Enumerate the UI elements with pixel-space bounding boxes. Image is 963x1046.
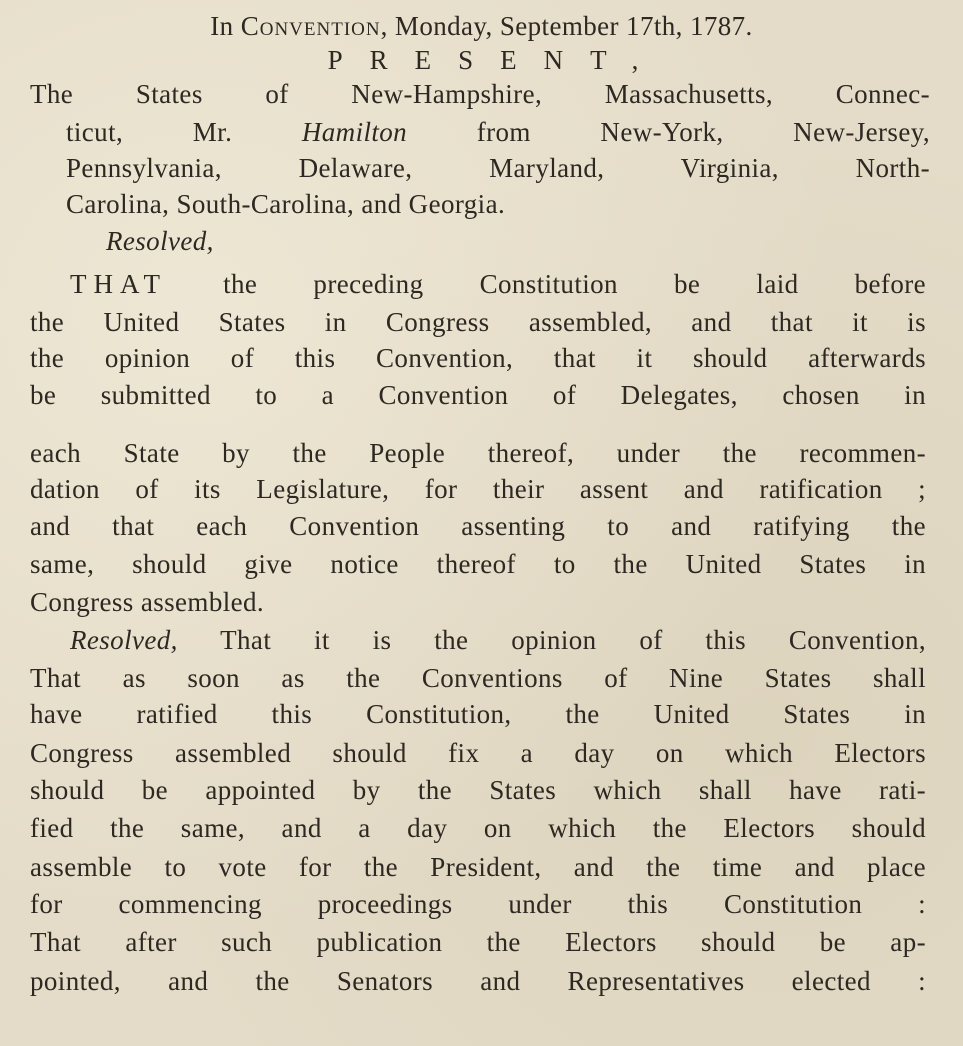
resolution1-line-8: same, should give notice thereof to the United States in [30,549,926,579]
resolution2-line-5: should be appointed by the States which shall have rati- [30,775,926,805]
resolution1-line-7: and that each Convention assenting to and ratifying the [30,511,926,541]
resolution1-line-2: the United States in Congress assembled, and that it is [30,307,926,337]
resolution1-first: the preceding Constitution be laid before [223,269,926,299]
resolution2-line-6: fied the same, and a day on which the Electors should [30,813,926,843]
resolution2-line-3: have ratified this Constitution, the United States in [30,699,926,729]
attendance-mr: ticut, Mr. [66,117,233,147]
attendance-line-4: Carolina, South-Carolina, and Georgia. [66,189,506,219]
resolution1-lead: THAT [70,269,167,299]
attendance-line-3: Pennsylvania, Delaware, Maryland, Virginia, North- [66,153,930,183]
resolution1-line-4: be submitted to a Convention of Delegates, chosen in [30,380,926,410]
attendance-line-1: The States of New-Hampshire, Massachusetts, Connec- [30,79,930,109]
resolution2-line-2: That as soon as the Conventions of Nine States shall [30,663,926,693]
present-heading: PRESENT, [327,45,666,75]
resolution1-line-3: the opinion of this Convention, that it should afterwards [30,343,926,373]
resolution2-line-1 [70,624,926,656]
resolution2-line-9: That after such publication the Electors should be ap- [30,927,926,957]
resolution1-line-9: Congress assembled. [30,587,265,617]
resolution1-line-6: dation of its Legislature, for their assent and ratification ; [30,474,926,504]
attendance-rest: from New-York, New-Jersey, [476,117,931,147]
resolution2-line-7: assemble to vote for the President, and the time and place [30,852,926,882]
heading-date: , Monday, September 17th, 1787. [380,11,753,41]
heading-convention: Convention [240,11,381,41]
resolution2-line-4: Congress assembled should fix a day on which Electors [30,738,926,768]
resolution1-line-5: each State by the People thereof, under the recommen- [30,438,926,468]
resolved-label-2: Resolved, [70,625,178,655]
resolution2-first: That it is the opinion of this Convention, [220,625,926,655]
heading-line [0,10,963,42]
resolution2-line-10: pointed, and the Senators and Representatives elected : [30,966,926,996]
attendance-line-2 [66,116,930,148]
resolution1-line-1 [70,268,926,300]
heading-prefix: In [210,11,234,41]
resolution2-line-8: for commencing proceedings under this Constitution : [30,889,926,919]
resolved-label-1: Resolved, [106,226,214,256]
attendance-hamilton: Hamilton [301,117,408,147]
